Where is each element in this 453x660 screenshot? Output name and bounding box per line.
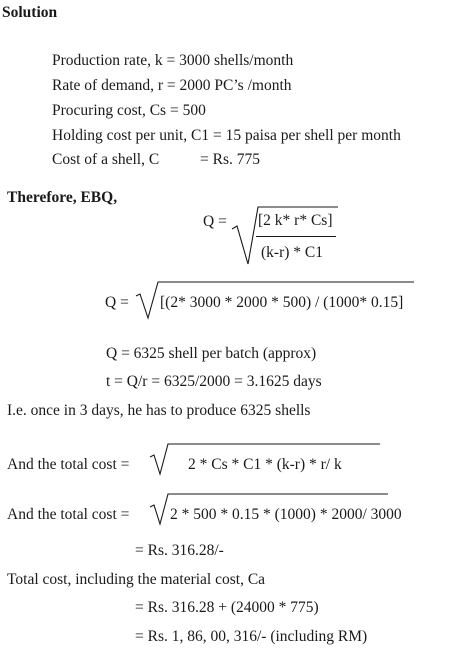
total-cost-label-1: And the total cost = bbox=[7, 456, 130, 473]
ebq-result-q: Q = 6325 shell per batch (approx) bbox=[106, 345, 317, 362]
total-cost-formula: 2 * Cs * C1 * (k-r) * r/ k bbox=[188, 456, 342, 473]
ebq-conclusion: I.e. once in 3 days, he has to produce 6325 shells bbox=[7, 402, 311, 419]
ebq-q-label: Q = bbox=[203, 213, 227, 230]
ebq-result-t: t = Q/r = 6325/2000 = 3.1625 days bbox=[106, 373, 322, 390]
ebq-heading: Therefore, EBQ, bbox=[7, 189, 118, 206]
given-cost-value: = Rs. 775 bbox=[200, 151, 260, 168]
ebq-q-label-2: Q = bbox=[105, 294, 129, 311]
ebq-denominator: (k-r) * C1 bbox=[261, 244, 323, 261]
material-heading: Total cost, including the material cost, Ca bbox=[7, 571, 266, 588]
given-procuring-cost: Procuring cost, Cs = 500 bbox=[52, 102, 206, 119]
total-cost-substituted: 2 * 500 * 0.15 * (1000) * 2000/ 3000 bbox=[170, 506, 402, 523]
given-holding-cost: Holding cost per unit, C1 = 15 paisa per shell per month bbox=[52, 127, 401, 144]
material-line-1: = Rs. 316.28 + (24000 * 775) bbox=[135, 599, 319, 616]
total-cost-result: = Rs. 316.28/- bbox=[135, 542, 224, 559]
ebq-substituted: [(2* 3000 * 2000 * 500) / (1000* 0.15] bbox=[160, 294, 404, 311]
given-production-rate: Production rate, k = 3000 shells/month bbox=[52, 52, 294, 69]
total-cost-label-2: And the total cost = bbox=[7, 506, 130, 523]
material-line-2: = Rs. 1, 86, 00, 316/- (including RM) bbox=[135, 628, 368, 645]
solution-heading: Solution bbox=[2, 4, 58, 21]
ebq-numerator: [2 k* r* Cs] bbox=[258, 212, 333, 229]
given-cost-label: Cost of a shell, C bbox=[52, 151, 160, 168]
given-rate-of-demand: Rate of demand, r = 2000 PC’s /month bbox=[52, 77, 292, 94]
fraction-bar bbox=[256, 236, 336, 237]
